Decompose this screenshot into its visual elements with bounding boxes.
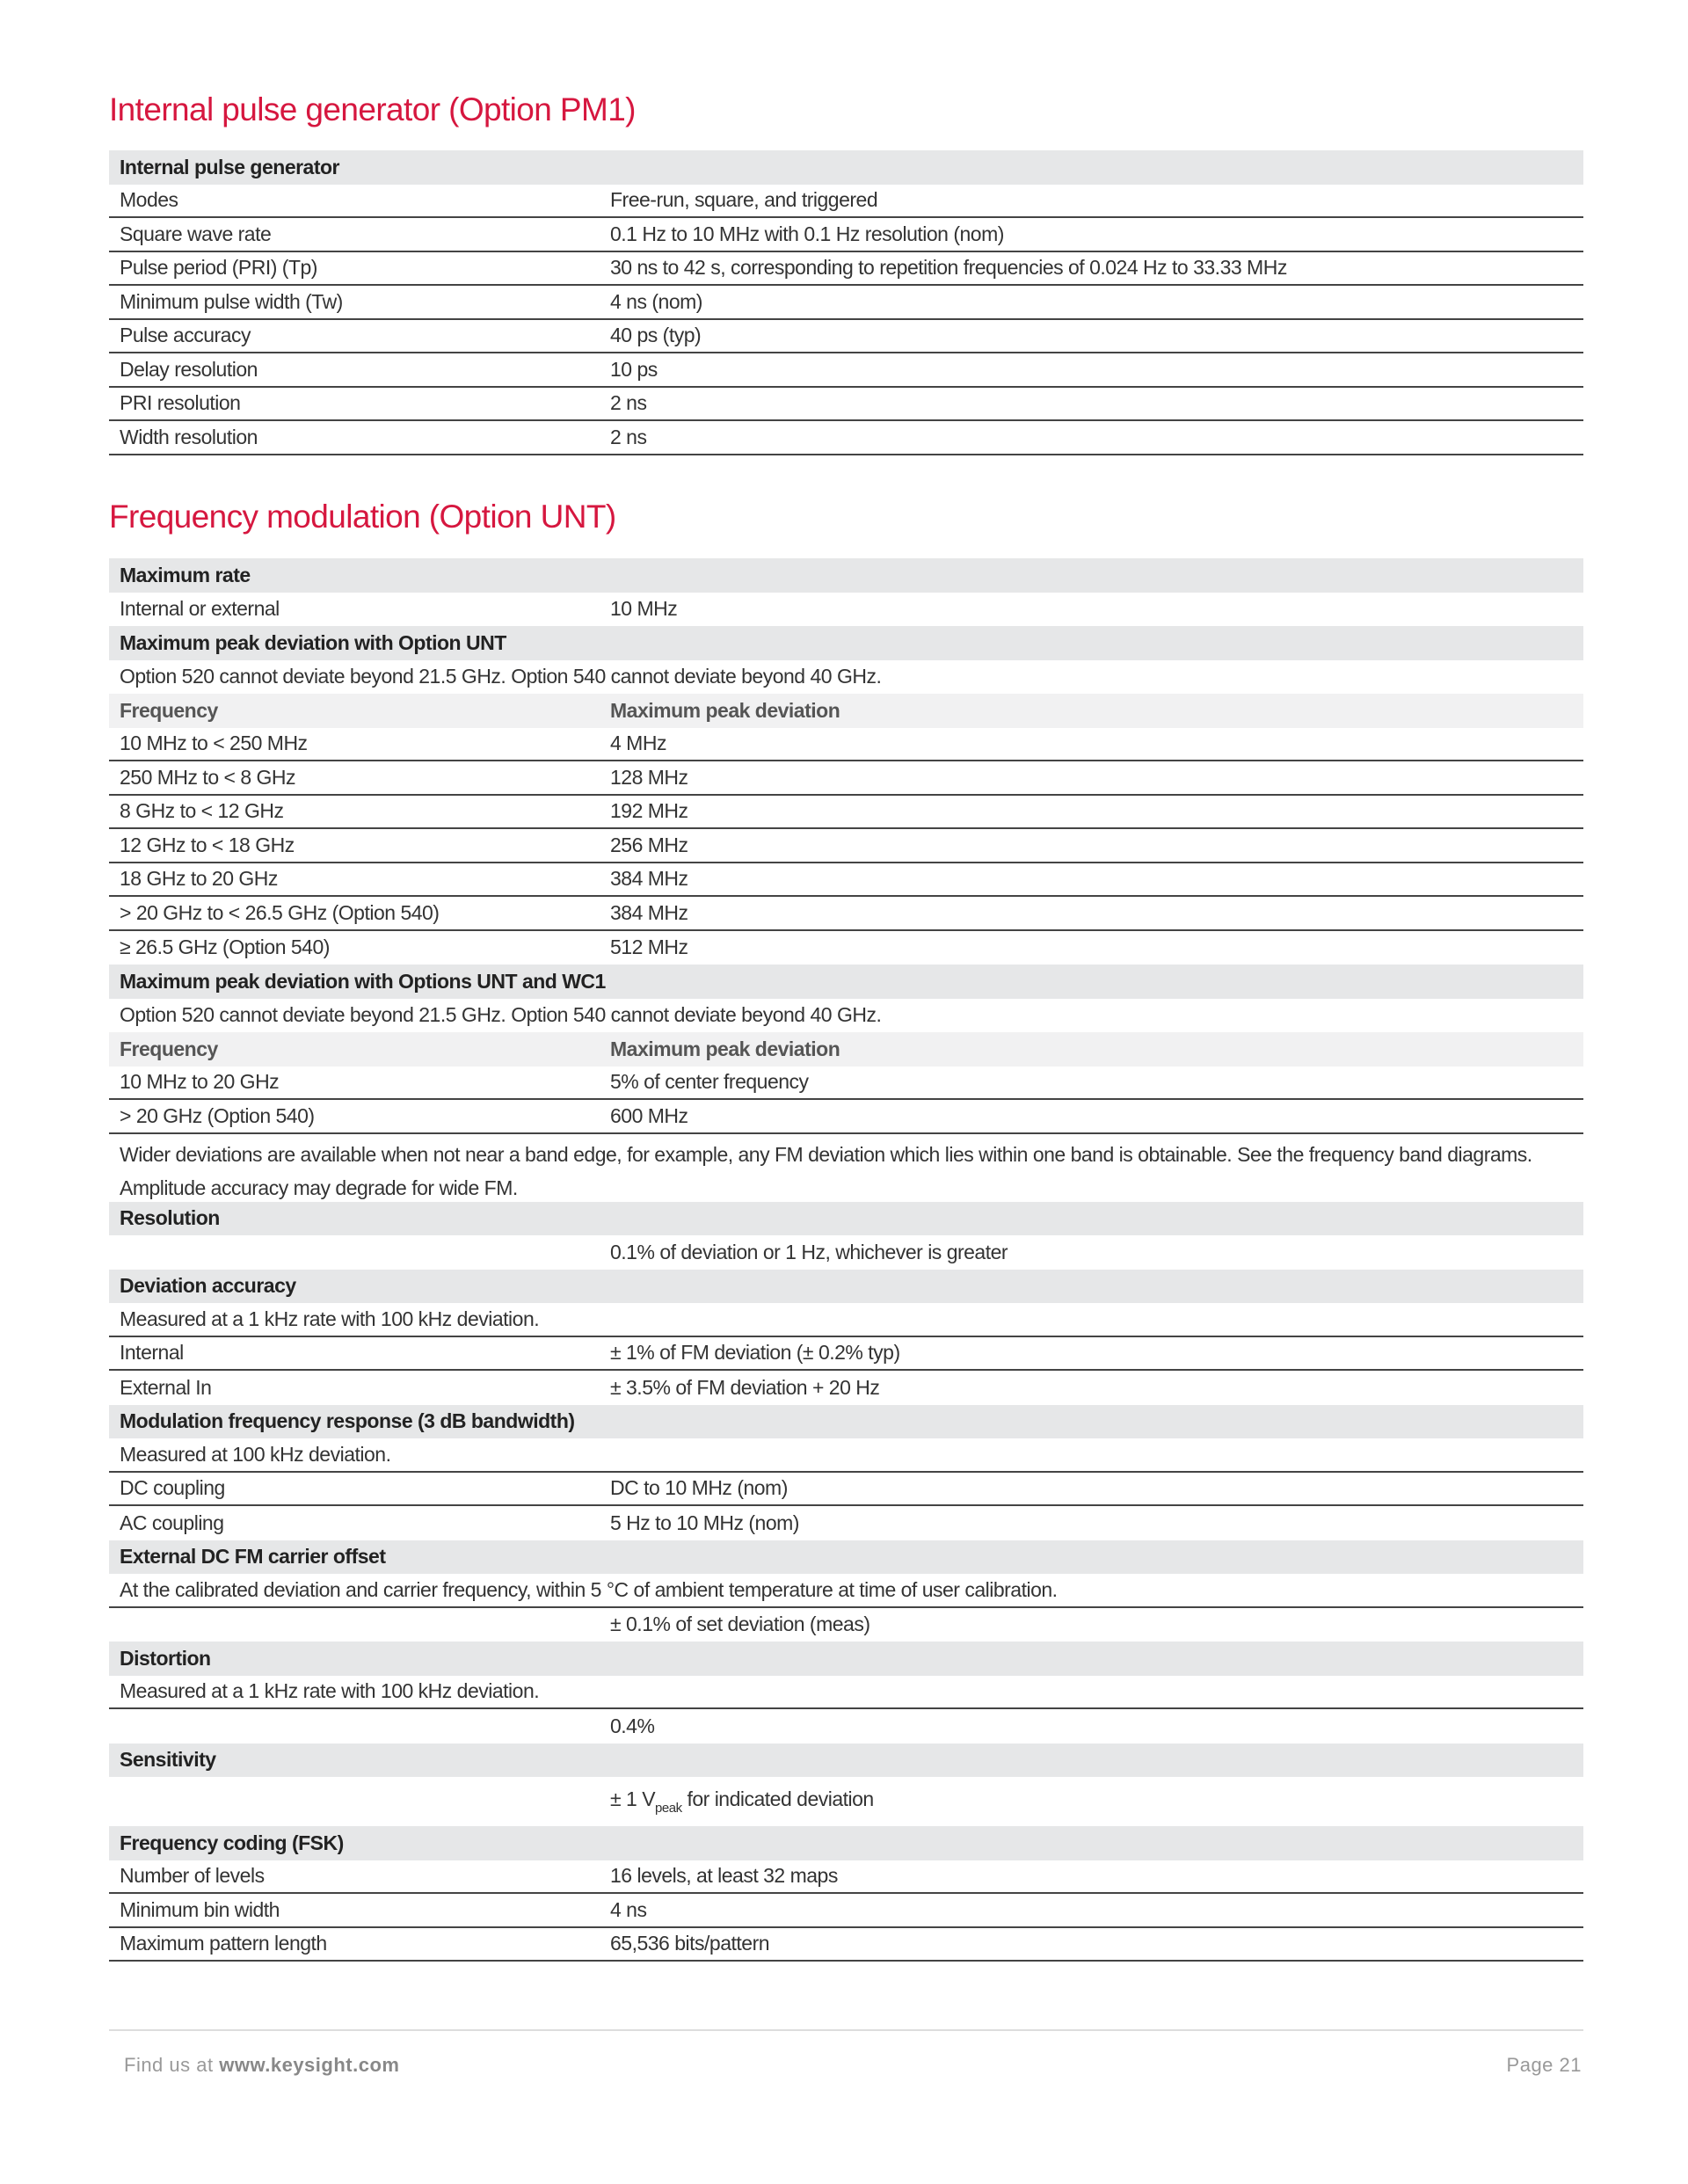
row-value: ± 1% of FM deviation (± 0.2% typ) [610, 1341, 900, 1365]
table-row [109, 1371, 1583, 1405]
footer-prefix: Find us at [124, 2054, 220, 2076]
row-label: Number of levels [120, 1864, 265, 1888]
row-value: 256 MHz [610, 833, 688, 856]
row-value: 192 MHz [610, 799, 688, 823]
value-suffix: for indicated deviation [681, 1787, 874, 1810]
row-label: 18 GHz to 20 GHz [120, 867, 278, 891]
row-label: External In [120, 1375, 212, 1399]
table-row [109, 1777, 1583, 1826]
table-row [109, 761, 1583, 796]
group-header-label: Maximum peak deviation with Option UNT [120, 630, 506, 654]
note-text: Measured at 100 kHz deviation. [120, 1442, 391, 1466]
group-header-row [109, 626, 1583, 660]
table-row [109, 218, 1583, 252]
row-label: AC coupling [120, 1511, 224, 1534]
column-header-row [109, 694, 1583, 728]
column-header-label: Frequency [120, 1037, 218, 1060]
table-row [109, 421, 1583, 455]
table-row [109, 252, 1583, 287]
note-text: Wider deviations are available when not near a band edge, for example, any FM deviation which lies within one band is obtainable. See the frequency band diagrams. Amplitude accuracy may degrade for wide FM. [120, 1142, 1532, 1199]
table-row [109, 1067, 1583, 1101]
group-header-label: Modulation frequency response (3 dB bandwidth) [120, 1409, 575, 1433]
table-row [109, 1894, 1583, 1928]
row-value: 0.4% [610, 1714, 655, 1737]
row-value: 384 MHz [610, 900, 688, 924]
group-header-row [109, 558, 1583, 593]
row-label: Minimum bin width [120, 1897, 280, 1921]
table-row [109, 388, 1583, 422]
group-header-row [109, 1826, 1583, 1860]
page-number: Page 21 [1506, 2054, 1582, 2076]
table-row [109, 1337, 1583, 1372]
table-row [109, 796, 1583, 830]
row-value: 10 MHz [610, 597, 678, 621]
note-row [109, 1574, 1583, 1608]
row-value: 128 MHz [610, 765, 688, 789]
table-row [109, 1928, 1583, 1962]
group-header-row [109, 1744, 1583, 1778]
row-label: 10 MHz to 20 GHz [120, 1070, 280, 1094]
row-value: ± 0.1% of set deviation (meas) [610, 1613, 870, 1636]
group-header-label: Maximum rate [120, 563, 251, 586]
row-label: 10 MHz to < 250 MHz [120, 732, 308, 755]
footer-link[interactable]: www.keysight.com [219, 2054, 400, 2076]
row-value: 512 MHz [610, 935, 688, 959]
group-header-row [109, 1540, 1583, 1575]
group-header-label: Sensitivity [120, 1748, 216, 1772]
value-text: ± 1 V [610, 1787, 656, 1810]
group-header-label: External DC FM carrier offset [120, 1545, 386, 1569]
table-row [109, 1860, 1583, 1895]
row-label: Pulse period (PRI) (Tp) [120, 256, 317, 280]
note-text: Measured at a 1 kHz rate with 100 kHz deviation. [120, 1307, 540, 1330]
row-value: 40 ps (typ) [610, 324, 702, 347]
section-title-pulse-generator: Internal pulse generator (Option PM1) [109, 91, 636, 127]
group-header-label: Frequency coding (FSK) [120, 1831, 344, 1854]
row-label: DC coupling [120, 1476, 225, 1500]
note-text: Measured at a 1 kHz rate with 100 kHz deviation. [120, 1679, 540, 1703]
row-value: 10 ps [610, 357, 658, 381]
row-label: Internal [120, 1341, 184, 1365]
table-row [109, 1235, 1583, 1270]
row-value: ± 3.5% of FM deviation + 20 Hz [610, 1375, 880, 1399]
row-value: 4 ns (nom) [610, 289, 702, 313]
group-header-row [109, 965, 1583, 999]
row-label: PRI resolution [120, 391, 241, 415]
group-header-row [109, 1405, 1583, 1439]
column-header-label: Frequency [120, 698, 218, 722]
row-value: 5 Hz to 10 MHz (nom) [610, 1511, 799, 1534]
column-header-label: Maximum peak deviation [610, 698, 840, 722]
row-value: 2 ns [610, 425, 647, 448]
row-value: Free-run, square, and triggered [610, 188, 878, 212]
row-label: Width resolution [120, 425, 258, 448]
note-row [109, 660, 1583, 695]
table-row [109, 728, 1583, 762]
row-value: 4 MHz [610, 732, 666, 755]
column-header-label: Maximum peak deviation [610, 1037, 840, 1060]
table-row [109, 897, 1583, 931]
row-label: 250 MHz to < 8 GHz [120, 765, 295, 789]
row-label: Modes [120, 188, 178, 212]
group-header-label: Maximum peak deviation with Options UNT and WC1 [120, 969, 606, 993]
row-label: Maximum pattern length [120, 1932, 327, 1955]
row-label: Pulse accuracy [120, 324, 251, 347]
note-text: Option 520 cannot deviate beyond 21.5 GHz. Option 540 cannot deviate beyond 40 GHz. [120, 1003, 882, 1027]
note-text: Option 520 cannot deviate beyond 21.5 GHz. Option 540 cannot deviate beyond 40 GHz. [120, 665, 882, 688]
value-subscript: peak [655, 1801, 682, 1816]
row-value: 16 levels, at least 32 maps [610, 1864, 838, 1888]
row-value: 0.1 Hz to 10 MHz with 0.1 Hz resolution (nom) [610, 222, 1004, 245]
row-value [610, 1787, 1583, 1816]
note-row [109, 1438, 1583, 1473]
row-value: 2 ns [610, 391, 647, 415]
row-label: > 20 GHz (Option 540) [120, 1103, 315, 1127]
table-row [109, 1608, 1583, 1642]
row-label: Square wave rate [120, 222, 272, 245]
table-row [109, 829, 1583, 863]
group-header-row [109, 150, 1583, 185]
pulse-generator-table [109, 150, 1583, 455]
table-row [109, 353, 1583, 388]
column-header-row [109, 1032, 1583, 1067]
table-row [109, 320, 1583, 354]
group-header-label: Resolution [120, 1206, 220, 1230]
group-header-row [109, 1270, 1583, 1304]
table-row [109, 593, 1583, 627]
group-header-label: Deviation accuracy [120, 1274, 296, 1298]
table-row [109, 863, 1583, 898]
group-header-row [109, 1642, 1583, 1676]
note-row [109, 1676, 1583, 1710]
table-row [109, 286, 1583, 320]
row-label: 12 GHz to < 18 GHz [120, 833, 295, 856]
row-value: 5% of center frequency [610, 1070, 809, 1094]
table-row [109, 1709, 1583, 1744]
row-label: ≥ 26.5 GHz (Option 540) [120, 935, 330, 959]
row-value: 65,536 bits/pattern [610, 1932, 770, 1955]
note-row [109, 1134, 1583, 1202]
row-label: Internal or external [120, 597, 280, 621]
footer-find-us [124, 2054, 399, 2077]
group-header-label: Distortion [120, 1646, 211, 1670]
row-label: > 20 GHz to < 26.5 GHz (Option 540) [120, 900, 440, 924]
row-label: 8 GHz to < 12 GHz [120, 799, 284, 823]
table-row [109, 185, 1583, 219]
section-title-frequency-modulation: Frequency modulation (Option UNT) [109, 499, 616, 535]
table-row [109, 1506, 1583, 1540]
note-row [109, 1303, 1583, 1337]
table-row [109, 1100, 1583, 1134]
group-header-label: Internal pulse generator [120, 155, 340, 178]
row-value: DC to 10 MHz (nom) [610, 1476, 788, 1500]
row-label: Delay resolution [120, 357, 258, 381]
table-row [109, 931, 1583, 965]
group-header-row [109, 1202, 1583, 1236]
footer-divider [109, 2029, 1583, 2031]
note-row [109, 999, 1583, 1033]
row-label: Minimum pulse width (Tw) [120, 289, 343, 313]
row-value: 30 ns to 42 s, corresponding to repetition frequencies of 0.024 Hz to 33.33 MHz [610, 256, 1287, 280]
table-row [109, 1473, 1583, 1507]
row-value: 384 MHz [610, 867, 688, 891]
row-value: 4 ns [610, 1897, 647, 1921]
row-value: 600 MHz [610, 1103, 688, 1127]
row-value: 0.1% of deviation or 1 Hz, whichever is greater [610, 1240, 1008, 1263]
note-text: At the calibrated deviation and carrier frequency, within 5 °C of ambient temperature at time of user calibration. [120, 1577, 1058, 1601]
frequency-modulation-table [109, 558, 1583, 1962]
